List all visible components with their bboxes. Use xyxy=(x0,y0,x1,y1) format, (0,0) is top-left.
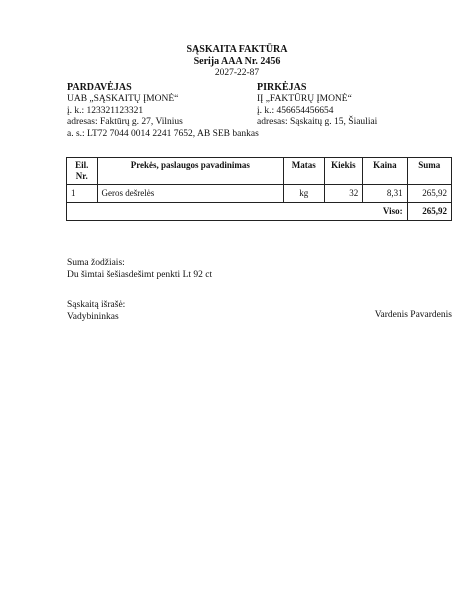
cell-unit: kg xyxy=(284,185,325,203)
table-row xyxy=(67,185,452,203)
words-value: Du šimtai šešiasdešimt penkti Lt 92 ct xyxy=(67,269,213,280)
amount-in-words xyxy=(67,258,212,281)
buyer-address: adresas: Sąskaitų g. 15, Šiauliai xyxy=(257,117,378,128)
signer-name: Vardenis Pavardenis xyxy=(374,310,452,320)
seller-block xyxy=(67,82,259,141)
cell-qty: 32 xyxy=(324,185,363,203)
invoice-header xyxy=(0,44,474,80)
total-value: 265,92 xyxy=(407,203,451,221)
items-table xyxy=(66,157,452,221)
seller-name: UAB „SĄSKAITŲ ĮMONĖ“ xyxy=(67,94,179,105)
seller-account: a. s.: LT72 7044 0014 2241 7652, AB SEB bankas xyxy=(67,128,259,139)
invoice-title: SĄSKAITA FAKTŪRA xyxy=(186,44,288,55)
cell-sum: 265,92 xyxy=(407,185,451,203)
col-header-sum: Suma xyxy=(407,158,451,185)
seller-title: PARDAVĖJAS xyxy=(67,82,132,93)
seller-address: adresas: Faktūrų g. 27, Vilnius xyxy=(67,117,183,128)
cell-price: 8,31 xyxy=(363,185,407,203)
invoice-date: 2027-22-87 xyxy=(214,68,260,79)
total-label: Viso: xyxy=(67,203,408,221)
buyer-title: PIRKĖJAS xyxy=(257,82,307,93)
signature-label: Sąskaitą išrašė: xyxy=(67,300,126,310)
col-header-nr: Eil. Nr. xyxy=(67,158,98,185)
invoice-series: Serija AAA Nr. 2456 xyxy=(193,56,281,68)
col-header-price: Kaina xyxy=(363,158,407,185)
col-header-name: Prekės, paslaugos pavadinimas xyxy=(97,158,284,185)
words-label: Suma žodžiais: xyxy=(67,258,125,268)
signature-role: Vadybininkas xyxy=(67,311,119,322)
seller-code: į. k.: 123321123321 xyxy=(67,105,144,116)
cell-nr: 1 xyxy=(67,185,98,203)
col-header-unit: Matas xyxy=(284,158,325,185)
cell-name: Geros dešrelės xyxy=(97,185,284,203)
buyer-block xyxy=(257,82,377,129)
total-row xyxy=(67,203,452,221)
buyer-name: IĮ „FAKTŪRŲ ĮMONĖ“ xyxy=(257,94,352,105)
table-header-row xyxy=(67,158,452,185)
col-header-qty: Kiekis xyxy=(324,158,363,185)
signature-block xyxy=(67,300,125,323)
buyer-code: į. k.: 456654456654 xyxy=(257,105,334,116)
